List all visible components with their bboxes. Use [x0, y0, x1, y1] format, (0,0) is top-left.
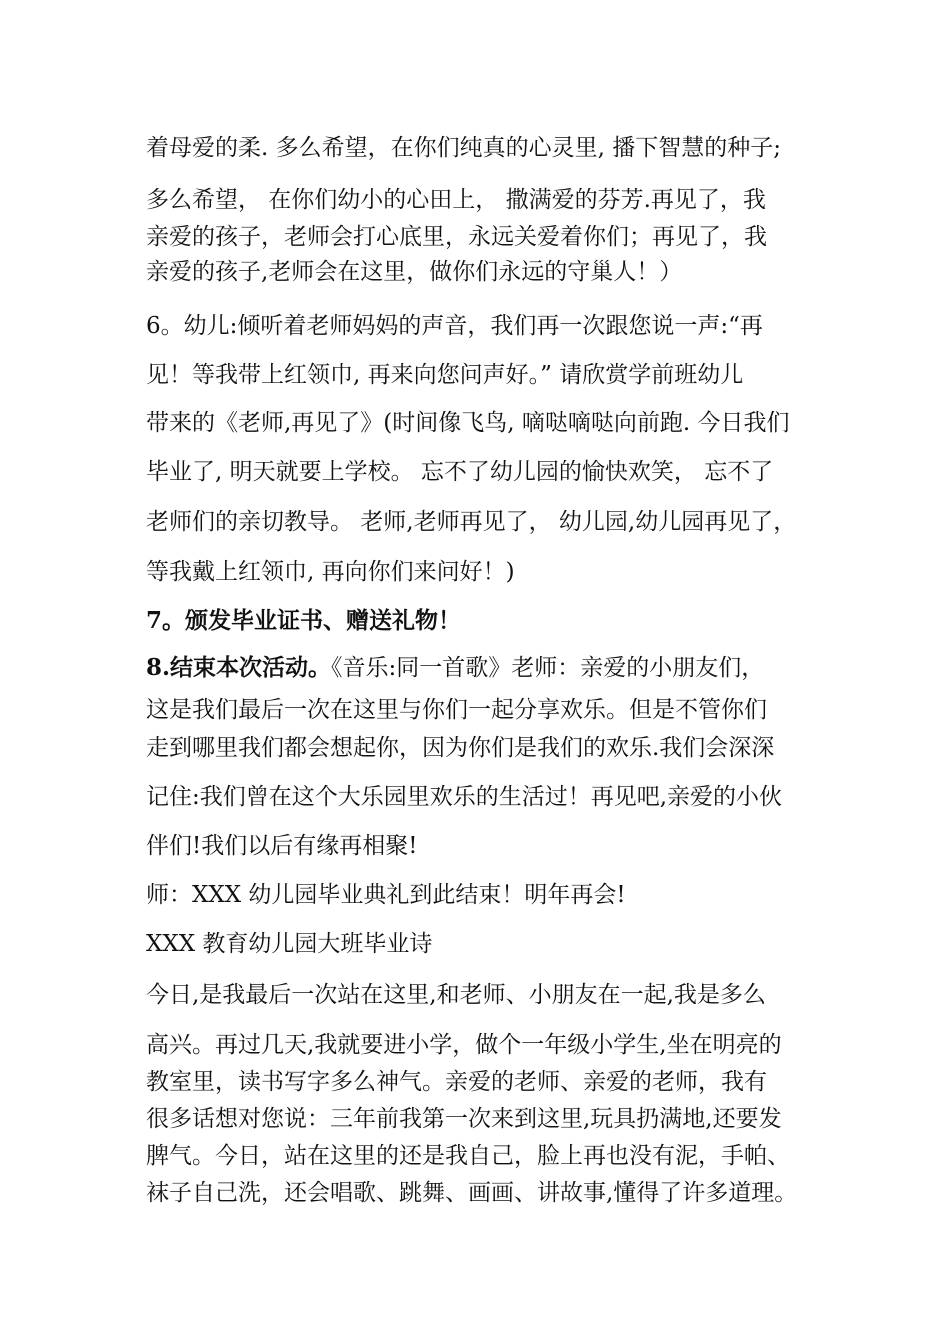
paragraph-line: 亲爱的孩子，老师会打心底里，永远关爱着你们；再见了，我: [146, 224, 767, 250]
paragraph-line: 老师们的亲切教导。 老师,老师再见了， 幼儿园,幼儿园再见了，: [146, 509, 797, 535]
paragraph-line: 很多话想对您说：三年前我第一次来到这里,玩具扔满地,还要发: [146, 1106, 782, 1132]
paragraph-line: 走到哪里我们都会想起你，因为你们是我们的欢乐.我们会深深: [146, 735, 775, 761]
paragraph-line: XXX 教育幼儿园大班毕业诗: [146, 931, 433, 957]
paragraph-line: 教室里，读书写字多么神气。亲爱的老师、亲爱的老师，我有: [146, 1069, 767, 1095]
paragraph-line: 师：XXX 幼儿园毕业典礼到此结束！明年再会!: [146, 882, 626, 908]
paragraph-line: 脾气。今日，站在这里的还是我自己，脸上再也没有泥，手帕、: [146, 1143, 790, 1169]
paragraph-text: 《音乐:同一首歌》老师：亲爱的小朋友们，: [331, 655, 765, 681]
paragraph-line: 带来的《老师,再见了》(时间像飞鸟, 嘀哒嘀哒向前跑. 今日我们: [146, 410, 790, 436]
section-heading: 8.结束本次活动。: [146, 654, 332, 681]
paragraph-line: 见！等我带上红领巾, 再来向您问声好。” 请欣赏学前班幼儿: [146, 362, 744, 388]
paragraph-line: 这是我们最后一次在这里与你们一起分享欢乐。但是不管你们: [146, 697, 767, 723]
paragraph-line: [146, 653, 764, 683]
paragraph-line: 等我戴上红领巾, 再向你们来问好！): [146, 559, 515, 585]
paragraph-line: 着母爱的柔. 多么希望，在你们纯真的心灵里, 播下智慧的种子;: [146, 135, 781, 161]
paragraph-line: 伴们!我们以后有缘再相聚!: [146, 833, 418, 859]
paragraph-line: 6。幼儿:倾听着老师妈妈的声音，我们再一次跟您说一声:“再: [146, 313, 763, 339]
paragraph-line: 记住:我们曾在这个大乐园里欢乐的生活过！再见吧,亲爱的小伙: [146, 784, 783, 810]
paragraph-line: 亲爱的孩子,老师会在这里，做你们永远的守巢人！）: [146, 259, 683, 285]
paragraph-line: 毕业了, 明天就要上学校。 忘不了幼儿园的愉快欢笑， 忘不了: [146, 459, 774, 485]
section-heading: 7。颁发毕业证书、赠送礼物！: [146, 607, 462, 634]
paragraph-line: 袜子自己洗，还会唱歌、跳舞、画画、讲故事,懂得了许多道理。: [146, 1180, 798, 1206]
paragraph-line: 多么希望， 在你们幼小的心田上， 撒满爱的芬芳.再见了，我: [146, 187, 766, 213]
paragraph-line: 今日,是我最后一次站在这里,和老师、小朋友在一起,我是多么: [146, 982, 766, 1008]
paragraph-line: 高兴。再过几天,我就要进小学，做个一年级小学生,坐在明亮的: [146, 1032, 782, 1058]
